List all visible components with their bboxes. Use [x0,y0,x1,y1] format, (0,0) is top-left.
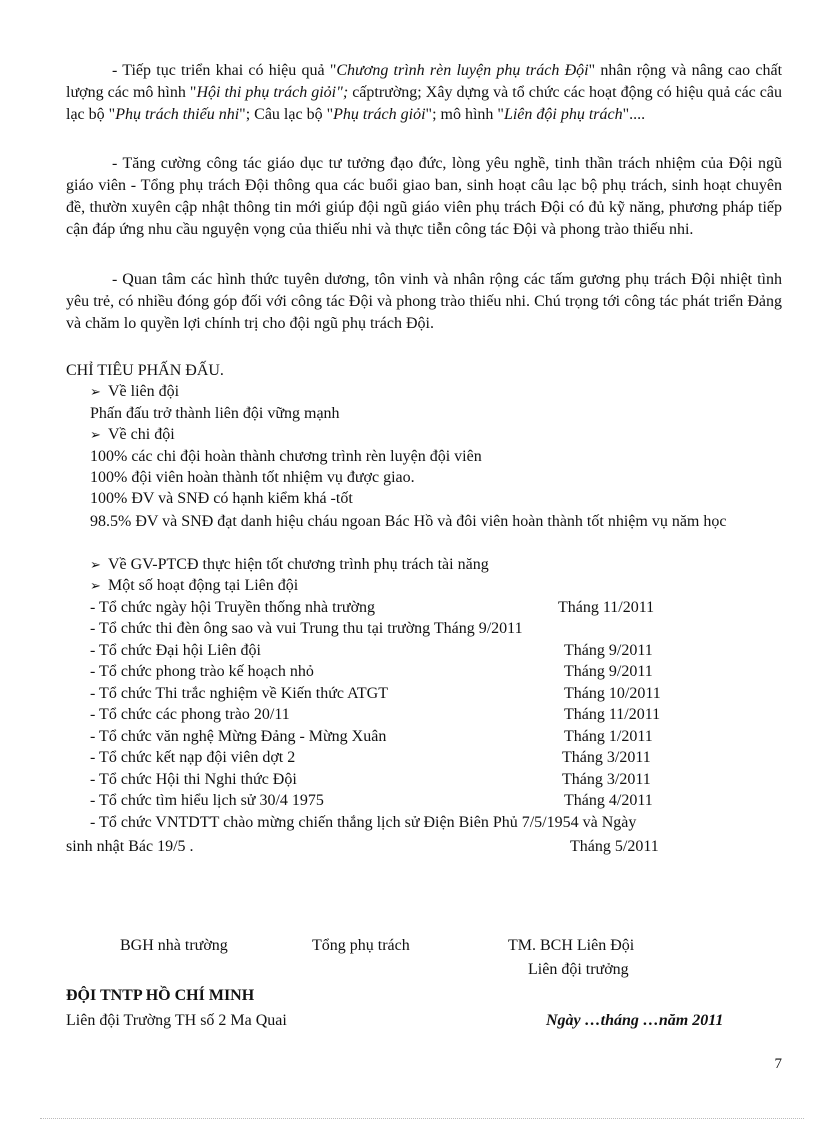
activity-month: Tháng 9/2011 [564,663,653,680]
chi-doi-item: 100% ĐV và SNĐ có hạnh kiểm khá -tốt [90,490,353,507]
paragraph-3: - Quan tâm các hình thức tuyên dương, tôn vinh và nhân rộng các tấm gương phụ trách Đội nhiệt tình yêu trẻ, có nhiều đóng góp đối với công tác Đội và phong trào thiếu nhi. Chú trọng tới công tác phát triển Đảng và chăm lo quyền lợi chính trị cho đội ngũ phụ trách Đội. [66,271,782,332]
arrow-bullet-icon: ➢ [90,384,101,399]
chi-doi-item: 100% đội viên hoàn thành tốt nhiệm vụ được giao. [90,469,415,486]
activity-month: Tháng 3/2011 [562,749,651,766]
section-title: CHỈ TIÊU PHẤN ĐẤU. [66,362,224,379]
activity-item: - Tổ chức tìm hiểu lịch sử 30/4 1975 [90,792,324,809]
activity-item-last: - Tổ chức VNTDTT chào mừng chiến thắng lịch sử Điện Biên Phủ 7/5/1954 và Ngày [90,814,637,831]
activity-month: Tháng 9/2011 [564,642,653,659]
activity-item: - Tổ chức kết nạp đội viên dợt 2 [90,749,296,766]
activity-month: Tháng 11/2011 [558,599,655,616]
activity-item: - Tổ chức ngày hội Truyền thống nhà trường [90,599,376,616]
arrow-bullet-icon: ➢ [90,427,101,442]
lien-doi-goal: Phấn đấu trở thành liên đội vững mạnh [90,405,340,422]
activity-item: - Tổ chức Thi trắc nghiệm về Kiến thức ATGT [90,685,389,702]
activity-month: Tháng 1/2011 [564,728,653,745]
activity-month: Tháng 4/2011 [564,792,653,809]
heading-chi-doi: ➢ Về chi đội [90,426,175,443]
arrow-bullet-icon: ➢ [90,557,101,572]
activity-month: Tháng 3/2011 [562,771,651,788]
activity-item: - Tổ chức Đại hội Liên đội [90,642,261,659]
signature-lien-doi-truong: Liên đội trưởng [528,961,629,978]
activity-item: - Tổ chức Hội thi Nghi thức Đội [90,771,297,788]
activity-item-last-cont: sinh nhật Bác 19/5 . [66,838,194,855]
paragraph-2: - Tăng cường công tác giáo dục tư tưởng đạo đức, lòng yêu nghề, tinh thần trách nhiệm của Đội ngũ giáo viên - Tổng phụ trách Đội thông qua các buổi giao ban, sinh hoạt câu lạc bộ phụ trách, sinh hoạt chuyên đề, thườn xuyên cập nhật thông tin mới giúp đội ngũ giáo viên phụ trách Đội có đủ kỹ năng, phương pháp tiếp cận đáp ứng nhu cầu nguyện vọng của thiếu nhi và thực tiễn công tác Đội và phong trào thiếu nhi. [66,155,782,238]
activity-month: Tháng 5/2011 [570,838,659,855]
signature-tong-phu-trach: Tổng phụ trách [312,937,410,954]
activity-month: Tháng 11/2011 [564,706,661,723]
heading-lien-doi: ➢ Về liên đội [90,383,180,400]
chi-doi-long-item: 98.5% ĐV và SNĐ đạt danh hiệu cháu ngoan Bác Hồ và đôi viên hoàn thành tốt nhiệm vụ năm học [90,513,727,530]
activity-item: - Tổ chức thi đèn ông sao và vui Trung thu tại trường Tháng 9/2011 [90,620,523,637]
activity-item: - Tổ chức phong trào kế hoạch nhỏ [90,663,314,680]
chi-doi-item: 100% các chi đội hoàn thành chương trình rèn luyện đội viên [90,448,482,465]
signature-bch: TM. BCH Liên Đội [508,937,635,954]
paragraph-1: - Tiếp tục triển khai có hiệu quả "Chương trình rèn luyện phụ trách Đội" nhân rộng và nâng cao chất lượng các mô hình "Hội thi phụ trách giỏi"; cấptrường; Xây dựng và tổ chức các hoạt động có hiệu quả các câu lạc bộ "Phụ trách thiếu nhi"; Câu lạc bộ "Phụ trách giỏi"; mô hình "Liên đội phụ trách".... [66,62,783,123]
org-name: ĐỘI TNTP HỒ CHÍ MINH [66,987,255,1004]
heading-gv-ptcd: ➢ Về GV-PTCĐ thực hiện tốt chương trình phụ trách tài năng [90,556,489,573]
heading-activities: ➢ Một số hoạt động tại Liên đội [90,577,299,594]
footer-rule [40,1118,804,1119]
school-name: Liên đội Trường TH số 2 Ma Quai [66,1012,287,1029]
page-number: 7 [774,1056,782,1072]
activity-item: - Tổ chức các phong trào 20/11 [90,706,290,723]
arrow-bullet-icon: ➢ [90,578,101,593]
date-line: Ngày …tháng …năm 2011 [546,1012,724,1029]
activity-month: Tháng 10/2011 [564,685,661,702]
signature-bgh: BGH nhà trường [120,937,228,954]
activity-item: - Tổ chức văn nghệ Mừng Đảng - Mừng Xuân [90,728,387,745]
